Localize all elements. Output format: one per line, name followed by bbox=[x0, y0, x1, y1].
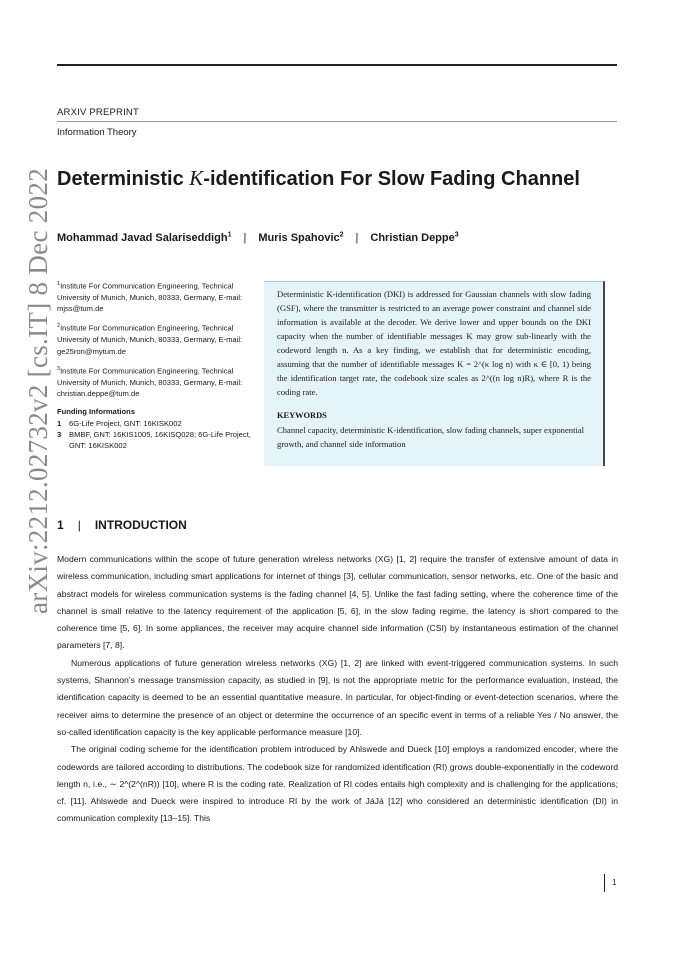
keywords-text: Channel capacity, deterministic K-identification, slow fading channels, super exponential growth, and channel side information bbox=[277, 425, 585, 449]
arxiv-stamp: arXiv:2212.02732v2 [cs.IT] 8 Dec 2022 bbox=[23, 168, 53, 614]
author-2: Muris Spahovic$^2$ bbox=[258, 231, 344, 244]
funding-item: 3 BMBF, GNT: 16KIS1005, 16KISQ028; 6G-Life Project, GNT: 16KISK002 bbox=[57, 429, 251, 451]
affiliation-2: $^2$Institute For Communication Engineering, Technical University of Munich, Munich, 80333, Germany, E-mail: ge25ron@mytum.de bbox=[57, 323, 243, 356]
affiliations bbox=[57, 279, 257, 451]
affiliation-3: $^3$Institute For Communication Engineering, Technical University of Munich, Munich, 80333, Germany, E-mail: christian.deppe@tum.de bbox=[57, 365, 243, 398]
paper-title bbox=[57, 166, 580, 191]
title-part1: Deterministic bbox=[57, 168, 190, 190]
paragraph: Modern communications within the scope of future generation wireless networks (XG) [1, 2] require the transfer of extensive amount of data in wireless communication, including smart applications for internet of things [3], cellular communication, sensor networks, etc. One of the basic and abstract models for wireless communication systems is the fading channel [4, 5]. Unlike the fast fading setting, where the coherence time of the channel is small relative to the latency requirement of the application [5, 6], in the slow fading regime, the latency is short compared to the coherence time [5, 6]. In some appliances, the receiver may acquire channel side information (CSI) by instantaneous estimation of the channel parameters [7, 8]. bbox=[57, 554, 618, 651]
section-heading: 1 | INTRODUCTION bbox=[57, 518, 187, 532]
affiliation-1: $^1$Institute For Communication Engineering, Technical University of Munich, Munich, 80333, Germany, E-mail: mjss@tum.de bbox=[57, 281, 243, 314]
paragraph: Numerous applications of future generation wireless networks (XG) [1, 2] are linked with event-triggered communication systems. In such systems, Shannon’s message transmission capacity, as studied in [9], is not the appropriate metric for the performance evaluation, instead, the identification capacity is deemed to be an essential quantitative measure. In particular, for object-finding or event-detection scenarios, where the receiver aims to determine the presence of an object or determine the occurrence of an specific event in terms of a reliable Yes / No answer, the so-called identification capacity is the key applicable performance measure [10]. bbox=[57, 657, 618, 737]
title-part2: -identification For Slow Fading Channel bbox=[203, 168, 580, 190]
keywords-title: KEYWORDS bbox=[277, 411, 327, 420]
author-3: Christian Deppe$^3$ bbox=[370, 231, 459, 244]
title-k: K bbox=[189, 166, 204, 190]
preprint-label: ARXIV PREPRINT bbox=[57, 107, 139, 118]
subject-label: Information Theory bbox=[57, 127, 137, 138]
page-number-bar bbox=[604, 874, 605, 892]
abstract-box bbox=[264, 281, 605, 466]
funding-item: 1 6G-Life Project, GNT: 16KISK002 bbox=[57, 418, 182, 428]
body-text bbox=[57, 551, 618, 828]
author-list bbox=[57, 231, 459, 244]
top-rule bbox=[57, 64, 617, 66]
funding-title: Funding Informations bbox=[57, 407, 136, 417]
author-separator: | bbox=[355, 231, 359, 244]
page-number: 1 bbox=[612, 878, 617, 887]
paragraph: The original coding scheme for the identification problem introduced by Ahlswede and Dueck [10] employs a randomized encoder, where the codewords are tailored according to distributions. The codebook size for randomized identification (RI) grows double-exponentially in the codeword length n, i.e., ∼ 2^(2^(nR)) [10], where R is the coding rate. Realization of RI codes entails high complexity and is challenging for the applications; cf. [11]. Ahlswede and Dueck were inspired to introduce RI by the work of JáJá [12] who considered an deterministic identification (DI) in communication complexity [13–15]. This bbox=[57, 744, 618, 824]
author-separator: | bbox=[243, 231, 247, 244]
abstract-text: Deterministic K-identification (DKI) is addressed for Gaussian channels with slow fading (GSF), where the transmitter is restricted to an average power constraint and channel side information is available at the decoder. We derive lower and upper bounds on the DKI capacity when the number of identifiable messages K may grow sub-linearly with the codeword length n. As a key finding, we establish that for deterministic encoding, assuming that the number of identifiable messages K = 2^(κ log n) with κ ∈ [0, 1) being the identification target rate, the codebook size scales as 2^((n log n)R), where R is the coding rate. bbox=[277, 289, 591, 397]
header-rule bbox=[57, 121, 617, 122]
author-1: Mohammad Javad Salariseddigh$^1$ bbox=[57, 231, 232, 244]
